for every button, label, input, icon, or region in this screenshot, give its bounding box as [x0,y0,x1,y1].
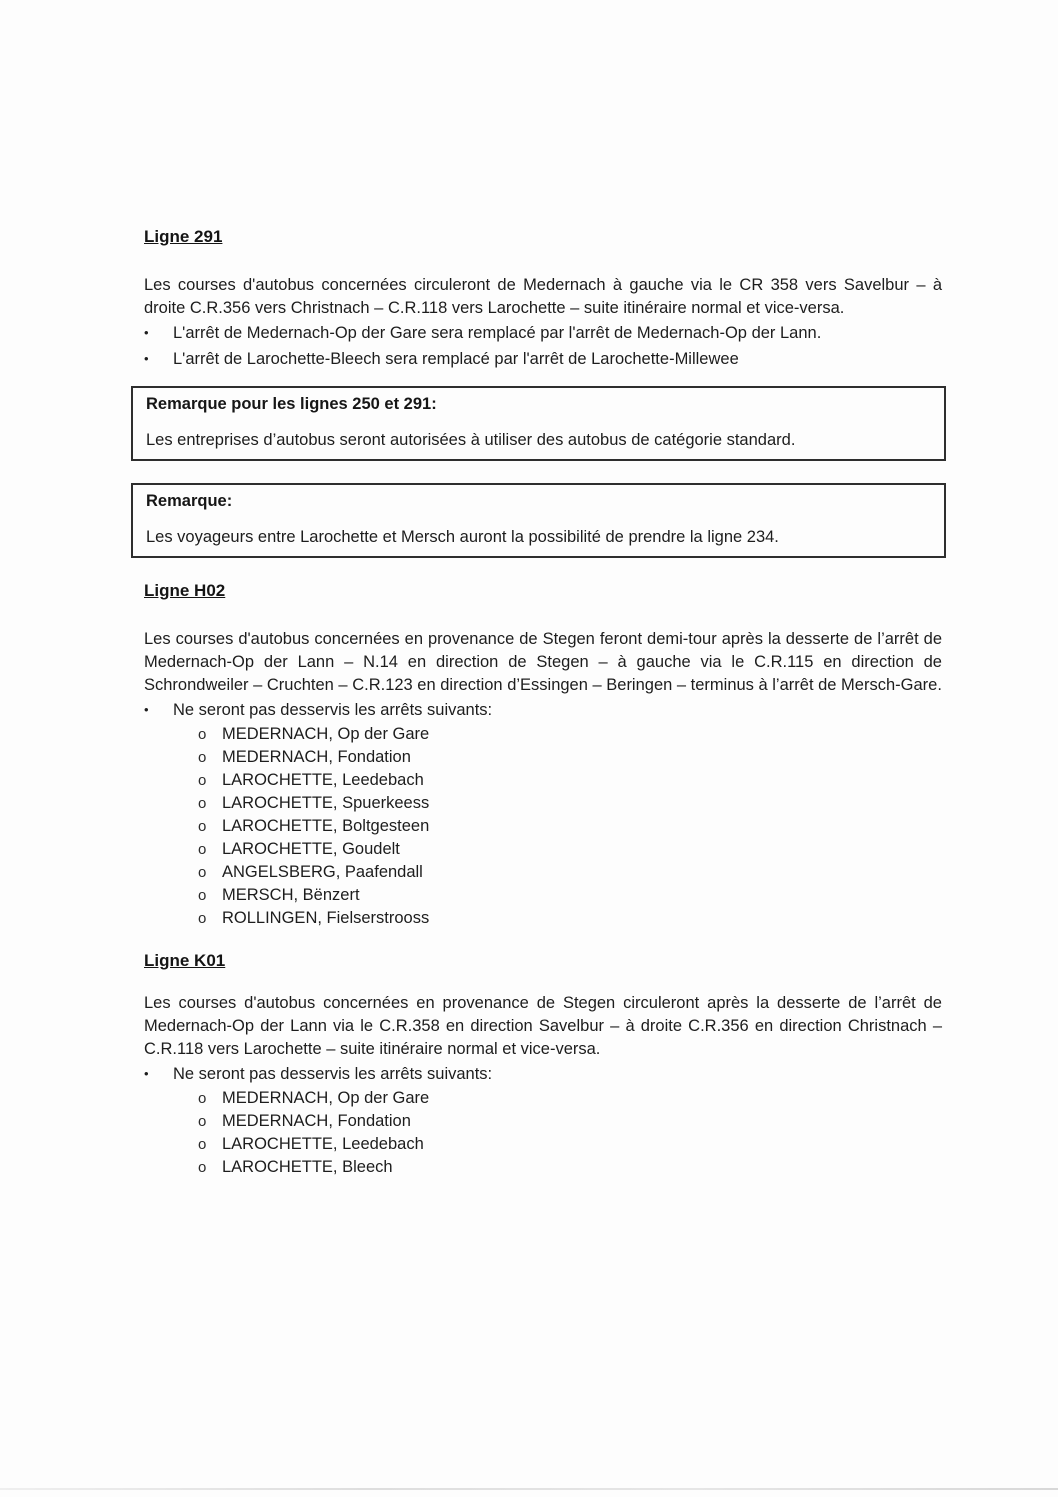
circle-bullet-icon: o [198,1136,207,1153]
stop-name: MERSCH, Bënzert [222,886,360,904]
stop-name: LAROCHETTE, Bleech [222,1158,393,1176]
stop-item [198,1087,942,1110]
scan-edge-artifact [0,1488,1058,1490]
disc-bullet-icon: • [144,325,149,340]
stop-item [198,769,942,792]
stop-list-ligne-k01 [144,1087,942,1179]
circle-bullet-icon: o [198,726,207,743]
disc-bullet-icon: • [144,351,149,366]
circle-bullet-icon: o [198,910,207,927]
circle-bullet-icon: o [198,1090,207,1107]
paragraph-ligne-h02: Les courses d'autobus concernées en provenance de Stegen feront demi-tour après la desserte de l’arrêt de Medernach-Op der Lann – N.14 en direction de Stegen – à gauche via le C.R.115 en direction de Schrondweiler – Cruchten – C.R.123 en direction d’Essingen – Beringen – terminus à l’arrêt de Mersch-Gare. [144,630,942,694]
stop-name: LAROCHETTE, Leedebach [222,771,424,789]
stop-item [198,746,942,769]
bullet-item [144,697,942,723]
remark-title: Remarque: [146,492,233,510]
stop-list-ligne-h02 [144,723,942,930]
remark-box-lignes-250-291 [131,386,946,461]
circle-bullet-icon: o [198,818,207,835]
circle-bullet-icon: o [198,887,207,904]
circle-bullet-icon: o [198,1159,207,1176]
remark-body: Les entreprises d’autobus seront autorisées à utiliser des autobus de catégorie standard. [146,431,796,449]
stop-item [198,815,942,838]
circle-bullet-icon: o [198,795,207,812]
stop-item [198,792,942,815]
remark-body: Les voyageurs entre Larochette et Mersch auront la possibilité de prendre la ligne 234. [146,528,779,546]
circle-bullet-icon: o [198,841,207,858]
stop-name: LAROCHETTE, Boltgesteen [222,817,430,835]
disc-bullet-icon: • [144,702,149,717]
stop-item [198,884,942,907]
stop-item [198,907,942,930]
section-heading-ligne-h02: Ligne H02 [144,581,226,600]
stop-item [198,1133,942,1156]
stop-item [198,838,942,861]
circle-bullet-icon: o [198,864,207,881]
circle-bullet-icon: o [198,1113,207,1130]
circle-bullet-icon: o [198,772,207,789]
stop-name: ANGELSBERG, Paafendall [222,863,423,881]
stop-name: LAROCHETTE, Goudelt [222,840,400,858]
stop-name: LAROCHETTE, Spuerkeess [222,794,430,812]
remark-title: Remarque pour les lignes 250 et 291: [146,395,437,413]
stop-item [198,1110,942,1133]
stop-name: MEDERNACH, Op der Gare [222,725,430,743]
bullet-text: L'arrêt de Medernach-Op der Gare sera remplacé par l'arrêt de Medernach-Op der Lann. [173,324,822,342]
document-content [144,0,942,1179]
bullet-item [144,346,942,372]
paragraph-ligne-291: Les courses d'autobus concernées circuleront de Medernach à gauche via le CR 358 vers Savelbur – à droite C.R.356 vers Christnach – C.R.118 vers Larochette – suite itinéraire normal et vice-versa. [144,276,942,317]
disc-bullet-icon: • [144,1066,149,1081]
stop-name: LAROCHETTE, Leedebach [222,1135,424,1153]
bullet-text: Ne seront pas desservis les arrêts suivants: [173,1065,493,1083]
bullet-list-ligne-291 [144,320,942,372]
circle-bullet-icon: o [198,749,207,766]
stop-item [198,723,942,746]
stop-name: MEDERNACH, Fondation [222,1112,411,1130]
bullet-text: Ne seront pas desservis les arrêts suivants: [173,701,493,719]
stop-item [198,1156,942,1179]
bullet-item [144,1061,942,1087]
bullet-list-ligne-k01 [144,1061,942,1087]
bullet-list-ligne-h02 [144,697,942,723]
remark-box-general [131,483,946,558]
stop-name: MEDERNACH, Fondation [222,748,411,766]
stop-name: MEDERNACH, Op der Gare [222,1089,430,1107]
stop-item [198,861,942,884]
bullet-item [144,320,942,346]
section-heading-ligne-291: Ligne 291 [144,227,223,246]
paragraph-ligne-k01: Les courses d'autobus concernées en provenance de Stegen circuleront après la desserte de l’arrêt de Medernach-Op der Lann via le C.R.358 en direction Savelbur – à droite C.R.356 en direction Christnach – C.R.118 vers Larochette – suite itinéraire normal et vice-versa. [144,994,942,1058]
bullet-text: L'arrêt de Larochette-Bleech sera remplacé par l'arrêt de Larochette-Millewee [173,350,739,368]
section-heading-ligne-k01: Ligne K01 [144,951,226,970]
stop-name: ROLLINGEN, Fielserstrooss [222,909,430,927]
